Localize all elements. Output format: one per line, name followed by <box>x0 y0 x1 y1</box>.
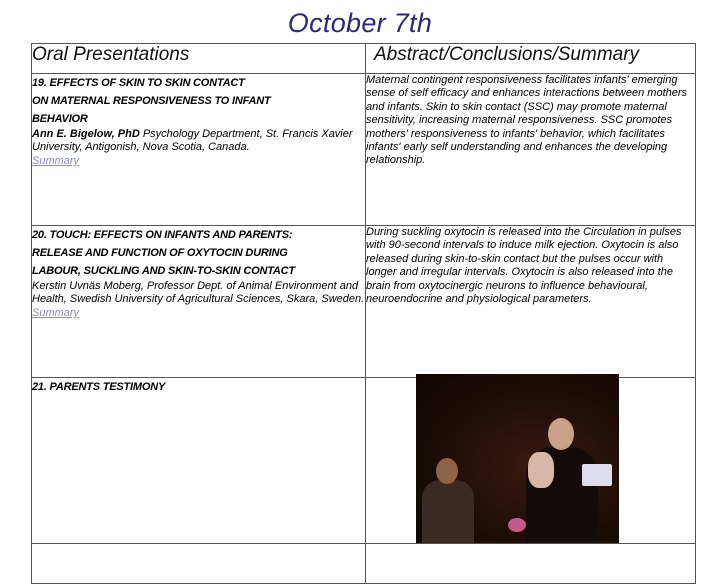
presentation-author <box>32 128 365 154</box>
presentation-photo <box>416 374 619 543</box>
abstract-cell <box>366 226 696 378</box>
empty-cell <box>32 544 366 584</box>
photo-figure <box>422 480 474 543</box>
presentation-author: Kerstin Uvnäs Moberg, Professor Dept. of Animal Environment and Health, Swedish University of Agricultural Sciences, Skara, Sweden. <box>32 280 365 305</box>
presentation-title-line: RELEASE AND FUNCTION OF OXYTOCIN DURING <box>32 247 288 259</box>
presentation-title-line: ON MATERNAL RESPONSIVENESS TO INFANT <box>32 95 271 107</box>
presentation-title-line: 20. TOUCH: EFFECTS ON INFANTS AND PARENTS: <box>32 229 293 241</box>
header-abstract-summary: Abstract/Conclusions/Summary <box>366 44 696 74</box>
photo-flowers <box>508 518 526 532</box>
photo-figure <box>436 458 458 484</box>
photo-cell <box>366 378 696 544</box>
presentation-title-line: BEHAVIOR <box>32 113 88 125</box>
photo-figure <box>528 452 554 488</box>
presentation-cell <box>32 378 366 544</box>
presentation-title-line: LABOUR, SUCKLING AND SKIN-TO-SKIN CONTACT <box>32 265 295 277</box>
header-oral-presentations: Oral Presentations <box>32 44 366 74</box>
empty-cell <box>366 544 696 584</box>
table-header-row <box>32 44 696 74</box>
summary-link[interactable]: Summary <box>32 307 80 319</box>
presentation-cell <box>32 74 366 226</box>
table-row <box>32 226 696 378</box>
abstract-text: Maternal contingent responsiveness facilitates infants' emerging sense of self efficacy and enhances interactions between mothers and infants. Skin to skin contact (SSC) may promote maternal sensitivity, increasing maternal responsiveness. SSC promotes mothers' responsiveness to infants' behavior, which facilitates infants' early self understanding and enhances the developing relationship. <box>366 74 688 167</box>
presentation-title-line: 21. PARENTS TESTIMONY <box>32 381 166 393</box>
presentation-cell <box>32 226 366 378</box>
table-row <box>32 544 696 584</box>
photo-laptop <box>582 464 612 486</box>
abstract-cell <box>366 74 696 226</box>
table-row <box>32 74 696 226</box>
presentation-title-line: 19. EFFECTS OF SKIN TO SKIN CONTACT <box>32 77 245 89</box>
abstract-text: During suckling oxytocin is released into the Circulation in pulses with 90-second intervals to induce milk ejection. Oxytocin is also released during skin-to-skin contact but the pulses occur with longer and irregular intervals. Oxytocin is also released into the brain from oxytocinergic neurons to influence behavioural, neuroendocrine and physiological parameters. <box>366 226 682 306</box>
photo-figure <box>548 418 574 450</box>
presentations-table <box>31 43 696 584</box>
page-title: October 7th <box>287 8 433 38</box>
table-row <box>32 378 696 544</box>
summary-link[interactable]: Summary <box>32 155 80 167</box>
author-name: Ann E. Bigelow, PhD <box>32 128 140 140</box>
author-affiliation: Psychology Department, St. Francis Xavier University, Antigonish, Nova Scotia, Canada. <box>32 128 353 153</box>
